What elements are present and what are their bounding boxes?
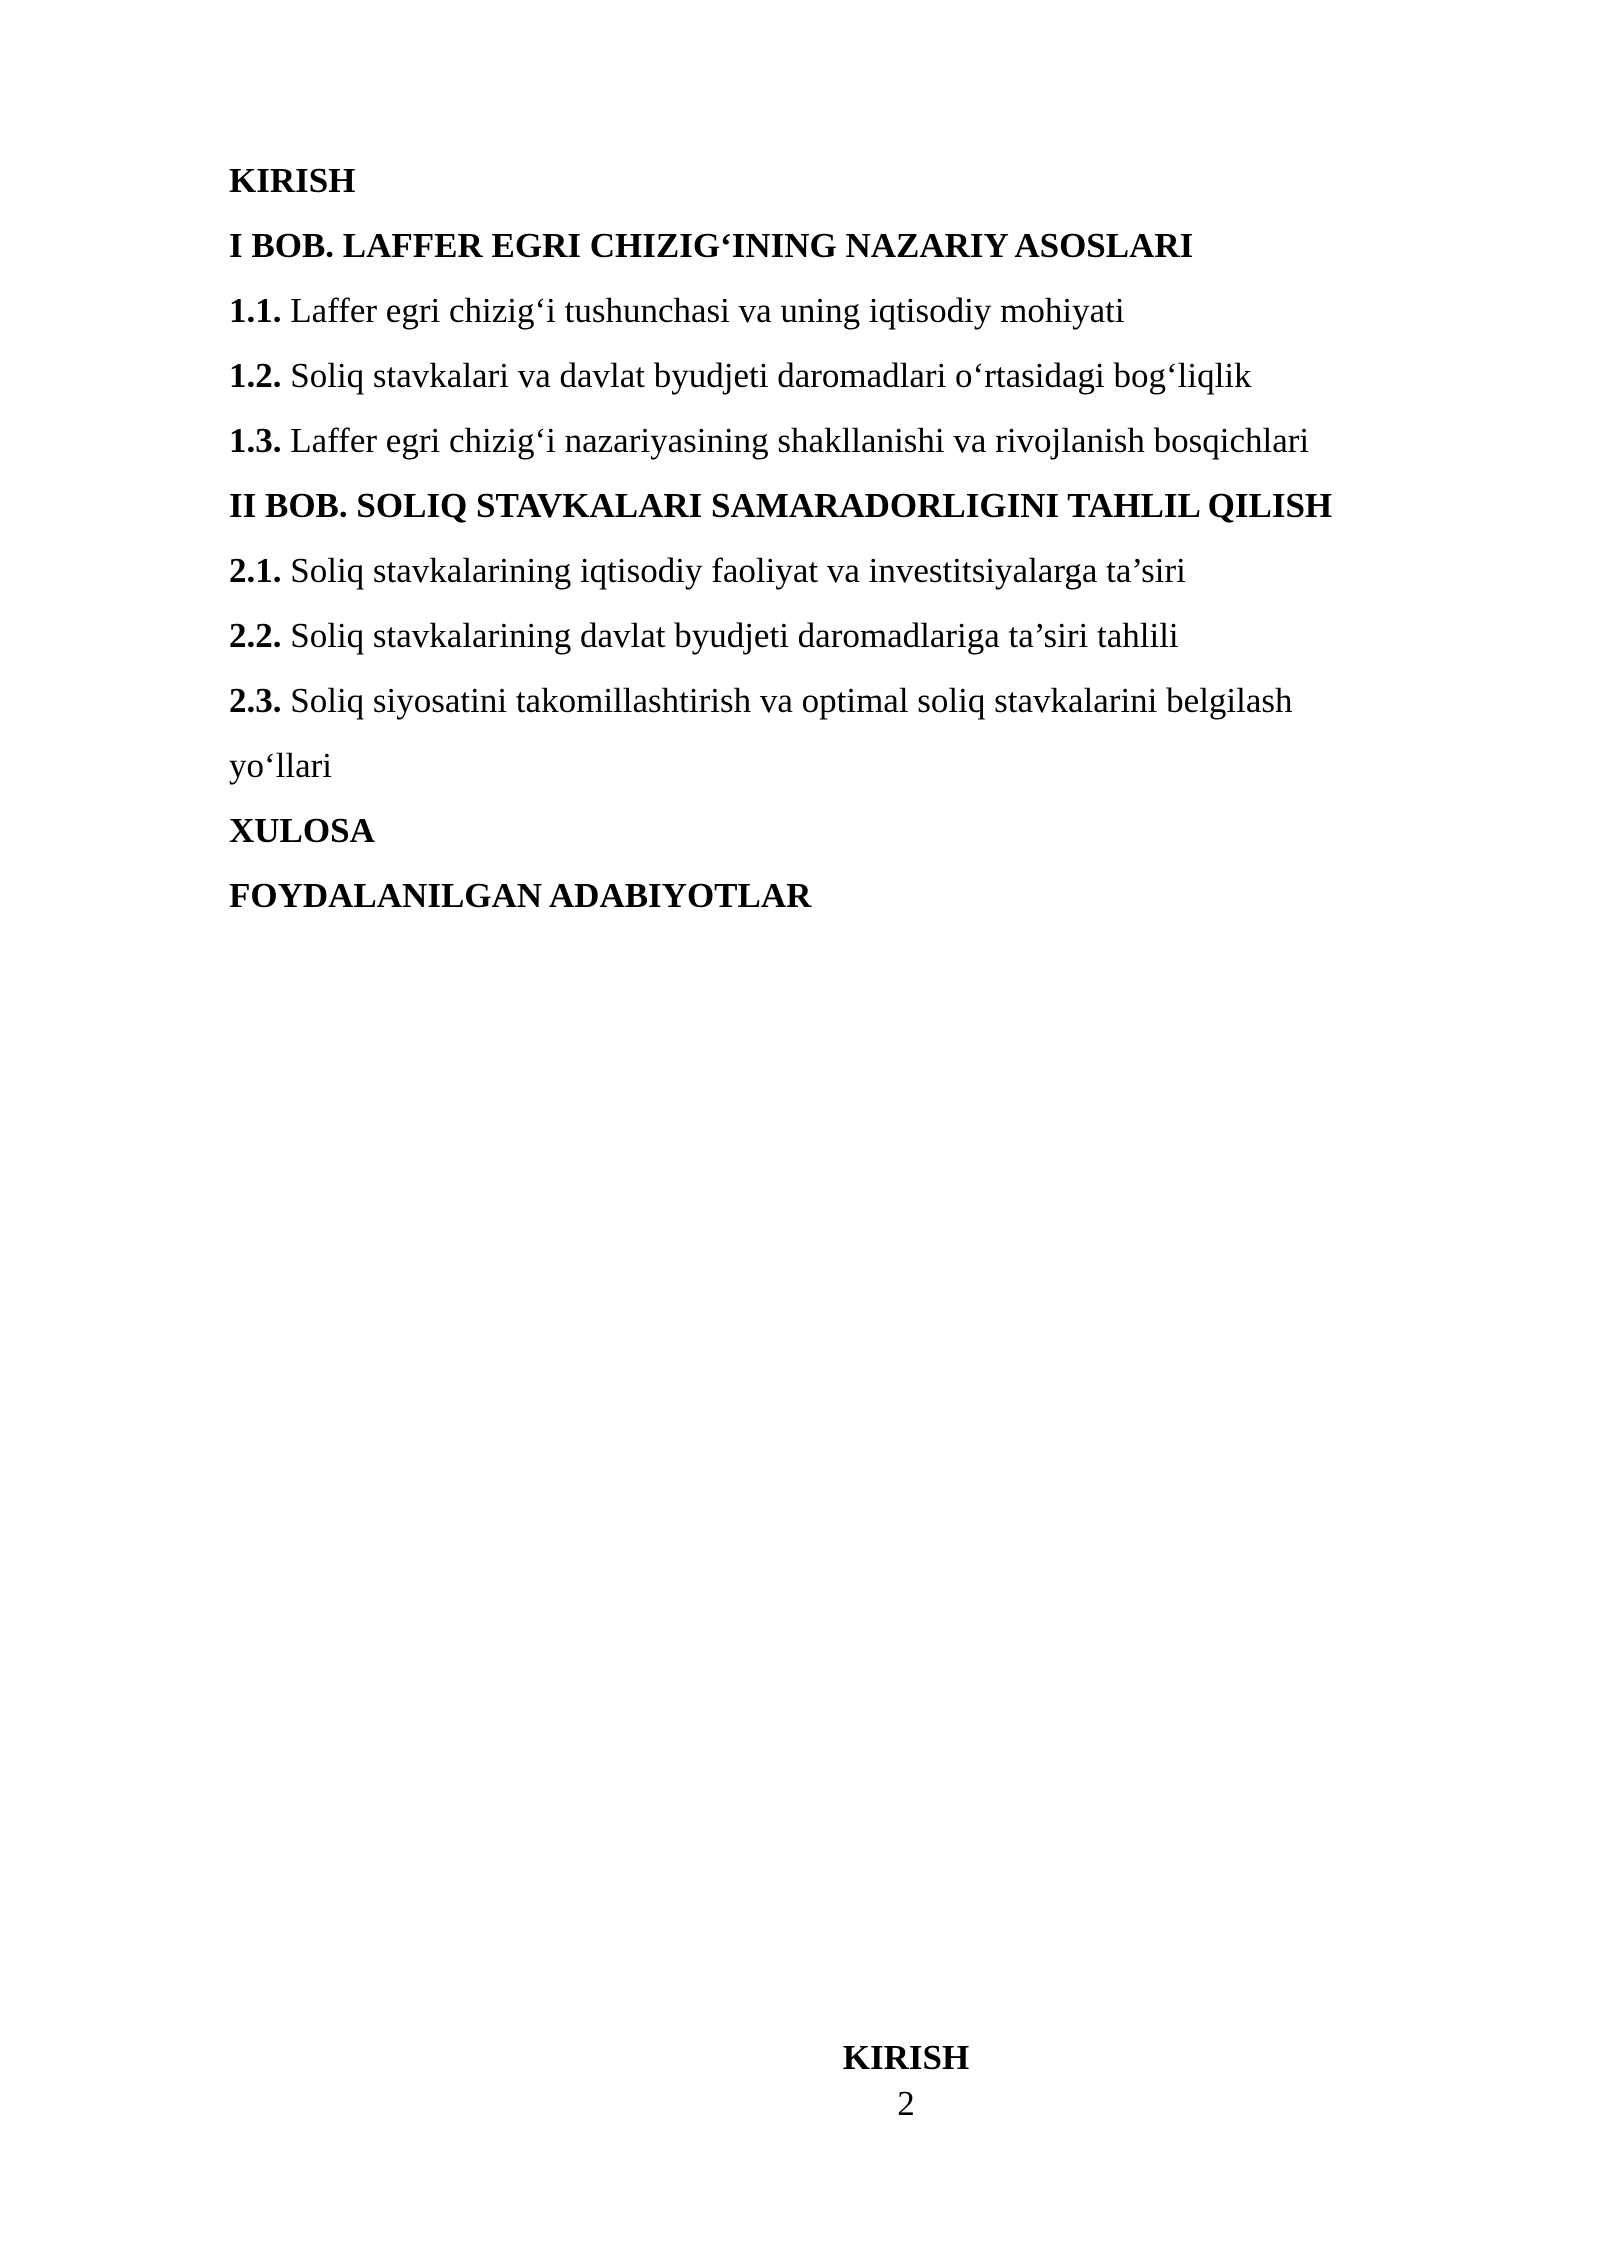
toc-section-number: 2.1. (229, 551, 282, 590)
toc-chapter-2: II BOB. SOLIQ STAVKALARI SAMARADORLIGINI TAHLIL QILISH (229, 486, 1333, 525)
next-section-heading: KIRISH (842, 2038, 970, 2077)
toc-section-number: 2.3. (229, 681, 282, 720)
toc-section-title: Laffer egri chizig‘i nazariyasining shakllanishi va rivojlanish bosqichlari (281, 421, 1310, 460)
toc-section-1-2 (229, 343, 1469, 408)
toc-section-number: 2.2. (229, 616, 282, 655)
toc-section-title: Soliq stavkalarining davlat byudjeti daromadlariga ta’siri tahlili (281, 616, 1179, 655)
toc-section-2-3 (229, 668, 1469, 733)
toc-references: FOYDALANILGAN ADABIYOTLAR (229, 876, 812, 915)
toc-section-number: 1.2. (229, 356, 282, 395)
toc-section-number: 1.3. (229, 421, 282, 460)
toc-section-title: Laffer egri chizig‘i tushunchasi va uning iqtisodiy mohiyati (281, 291, 1125, 330)
toc-chapter-1: I BOB. LAFFER EGRI CHIZIG‘INING NAZARIY ASOSLARI (229, 226, 1194, 265)
toc-section-number: 1.1. (229, 291, 282, 330)
toc-section-title: Soliq stavkalari va davlat byudjeti daromadlari o‘rtasidagi bog‘liqlik (281, 356, 1252, 395)
toc-section-title: Soliq siyosatini takomillashtirish va optimal soliq stavkalarini belgilash (281, 681, 1293, 720)
toc-conclusion: XULOSA (229, 811, 375, 850)
page-number: 2 (897, 2084, 915, 2123)
toc-section-2-3-continuation: yo‘llari (229, 746, 333, 785)
toc-section-2-2 (229, 603, 1469, 668)
toc-section-1-1 (229, 278, 1469, 343)
toc-section-1-3 (229, 408, 1469, 473)
toc-intro: KIRISH (229, 161, 356, 200)
table-of-contents (229, 148, 1469, 928)
toc-section-title: Soliq stavkalarining iqtisodiy faoliyat va investitsiyalarga ta’siri (281, 551, 1186, 590)
toc-section-2-1 (229, 538, 1469, 603)
